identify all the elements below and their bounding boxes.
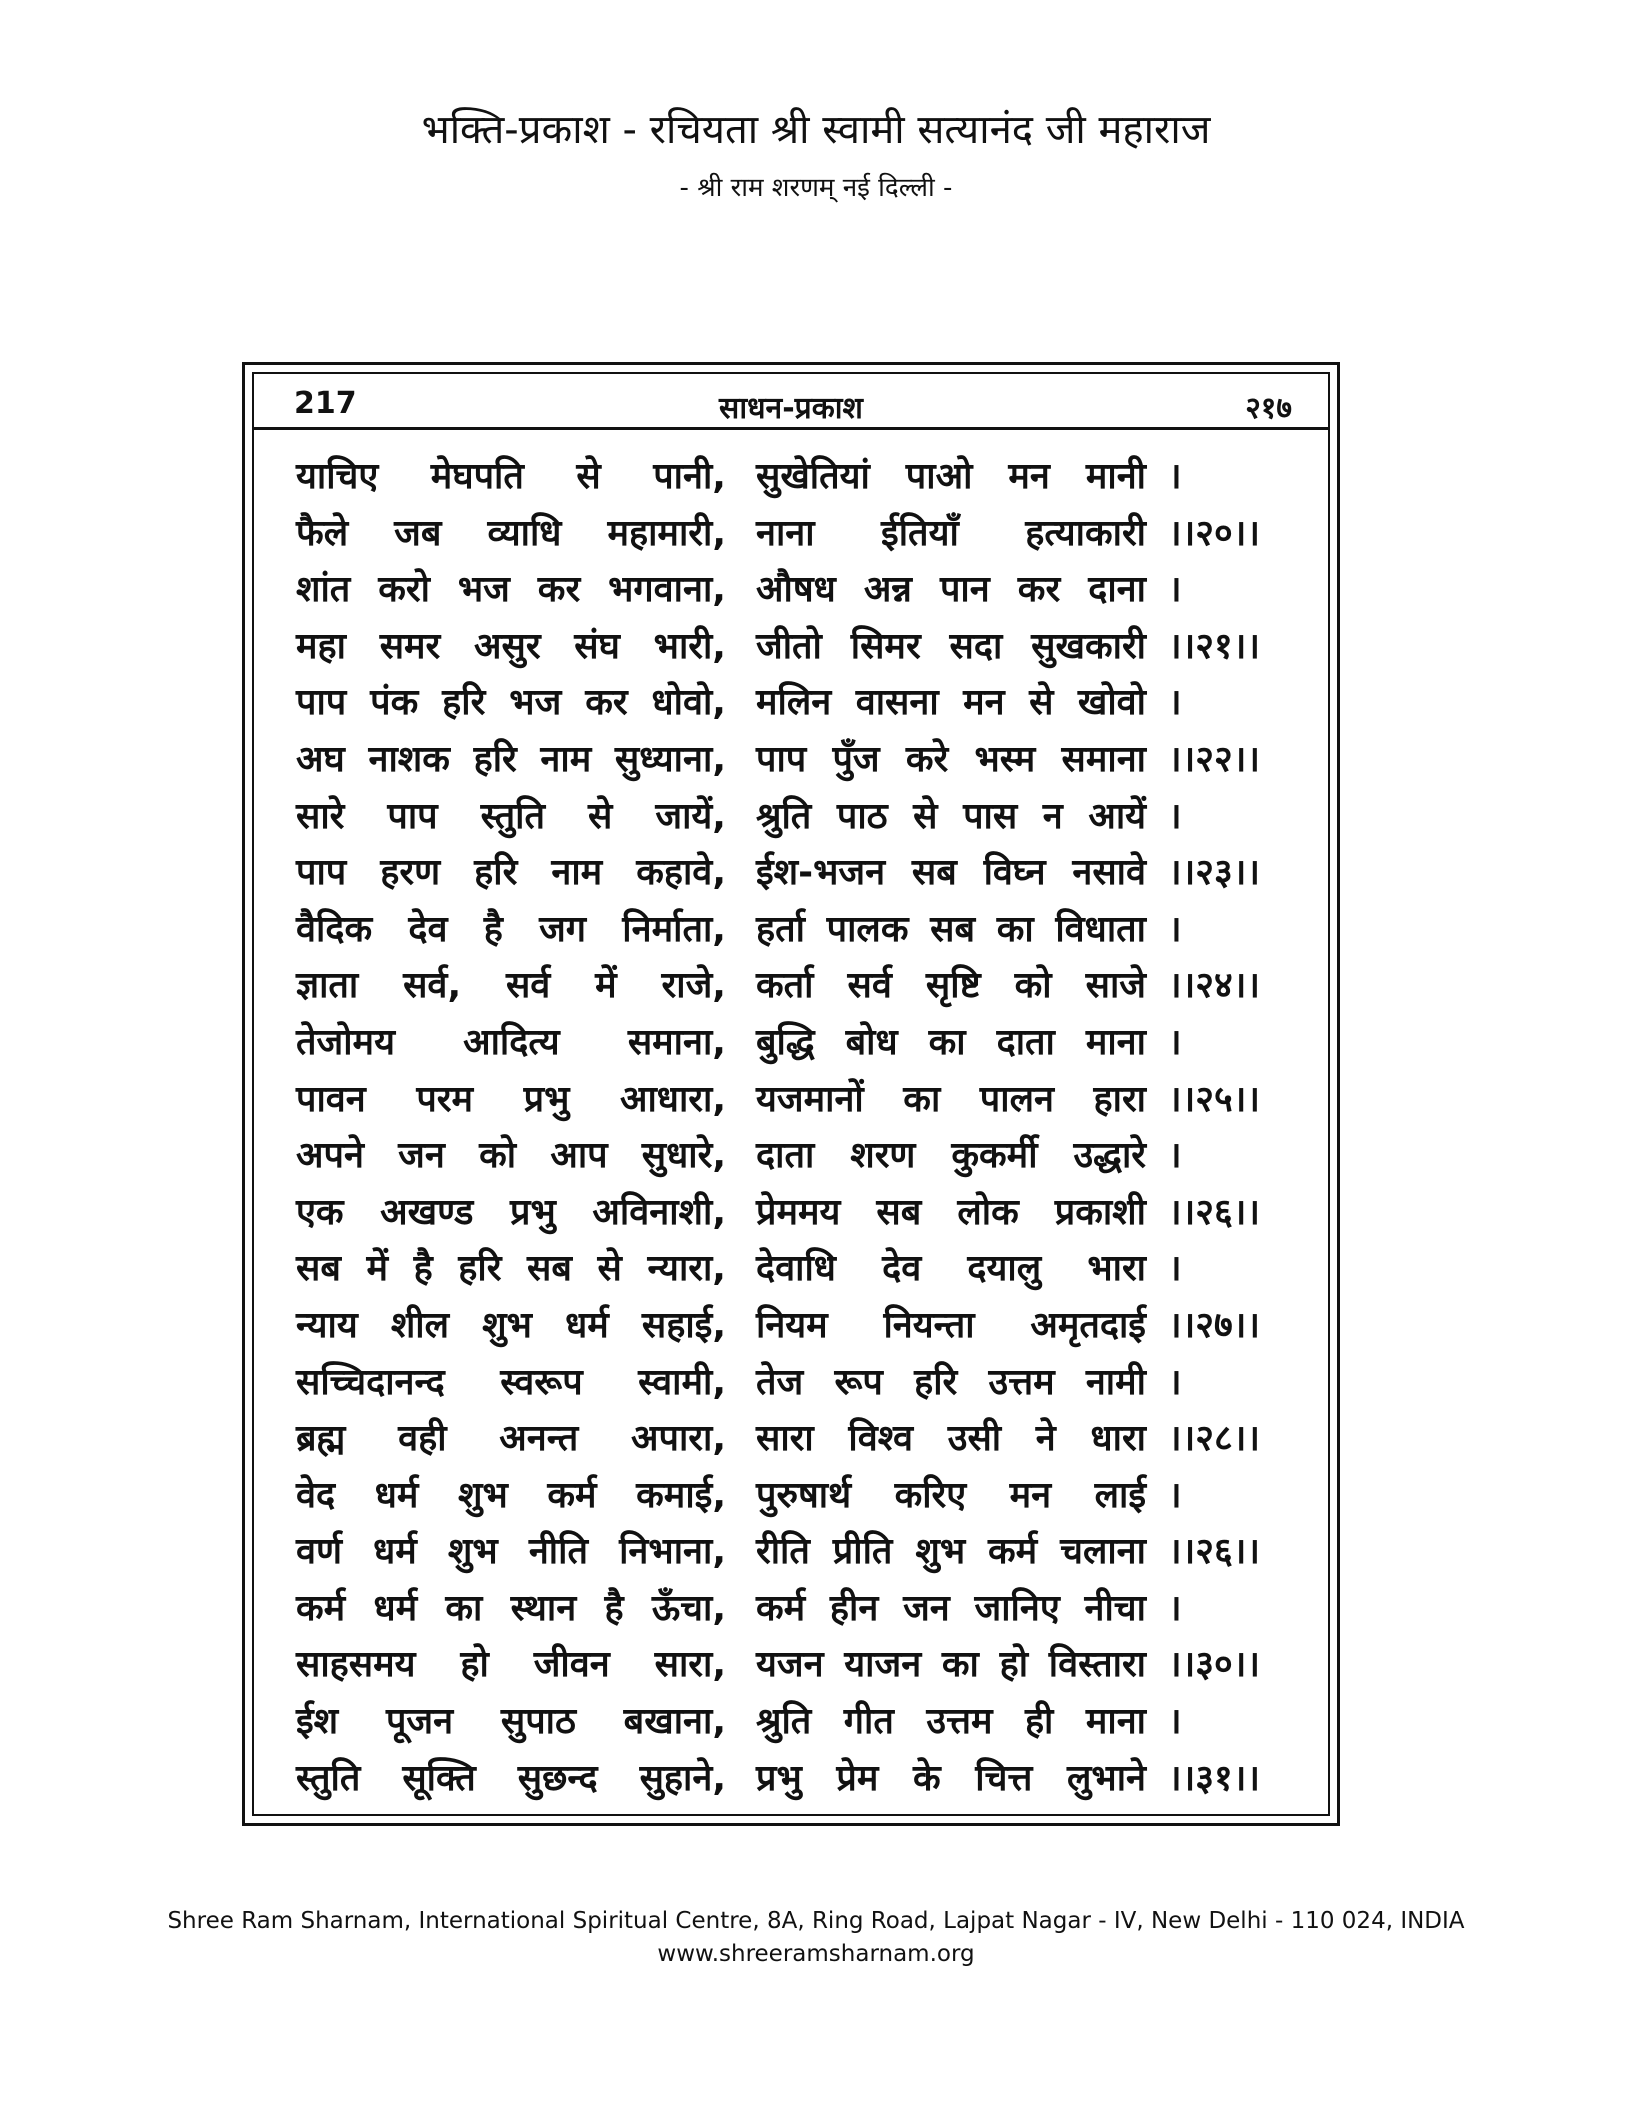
verse-number: । [1168, 1135, 1182, 1177]
verse-number: ।।२८।। [1168, 1418, 1261, 1460]
verse-second-half: श्रुति गीत उत्तम ही माना [756, 1701, 1146, 1743]
verse-second-half: नियम नियन्ता अमृतदाई [756, 1304, 1146, 1346]
verse-second-half: बुद्धि बोध का दाता माना [756, 1021, 1146, 1063]
verse-first-half: अघ नाशक हरि नाम सुध्याना, [296, 738, 726, 780]
verse-first-half: वर्ण धर्म शुभ नीति निभाना, [296, 1531, 726, 1573]
verse-first-half: फैले जब व्याधि महामारी, [296, 512, 726, 554]
verse-line [296, 1408, 1316, 1465]
verse-line [296, 1125, 1316, 1182]
verse-line [296, 1238, 1316, 1295]
verse-number: ।।२२।। [1168, 738, 1261, 780]
verse-number: ।।२५।। [1168, 1078, 1261, 1120]
verse-number: ।।३१।। [1168, 1757, 1261, 1799]
verse-line [296, 729, 1316, 786]
verse-first-half: ईश पूजन सुपाठ बखाना, [296, 1701, 726, 1743]
verse-second-half: औषध अन्न पान कर दाना [756, 569, 1146, 611]
verse-second-half: कर्ता सर्व सृष्टि को साजे [756, 965, 1146, 1007]
verse-line [296, 672, 1316, 729]
verse-number: ।।२४।। [1168, 965, 1261, 1007]
verse-second-half: तेज रूप हरि उत्तम नामी [756, 1361, 1146, 1403]
verse-line [296, 1634, 1316, 1691]
verse-line [296, 1012, 1316, 1069]
document-subtitle: - श्री राम शरणम् नई दिल्ली - [679, 173, 953, 203]
verse-first-half: याचिए मेघपति से पानी, [296, 456, 726, 497]
verse-number: । [1168, 795, 1182, 837]
verse-first-half: अपने जन को आप सुधारे, [296, 1135, 726, 1177]
verse-number: । [1168, 1701, 1182, 1743]
verse-second-half: जीतो सिमर सदा सुखकारी [756, 625, 1146, 667]
verse-second-half: प्रभु प्रेम के चित्त लुभाने [756, 1757, 1146, 1799]
verse-number: ।।२१।। [1168, 625, 1261, 667]
verse-line [296, 1069, 1316, 1126]
verse-first-half: साहसमय हो जीवन सारा, [296, 1644, 726, 1686]
verse-second-half: रीति प्रीति शुभ कर्म चलाना [756, 1531, 1146, 1573]
page-number-devanagari: २१७ [1245, 391, 1292, 426]
section-title: साधन-प्रकाश [719, 391, 863, 426]
verse-first-half: पाप हरण हरि नाम कहावे, [296, 852, 726, 894]
verse-line [296, 1691, 1316, 1748]
verse-line [296, 1521, 1316, 1578]
verse-number: ।।३०।। [1168, 1644, 1261, 1686]
verse-first-half: ज्ञाता सर्व, सर्व में राजे, [296, 965, 726, 1007]
page-number-arabic: 217 [294, 386, 357, 421]
verse-second-half: ईश-भजन सब विघ्न नसावे [756, 852, 1146, 894]
verse-first-half: सारे पाप स्तुति से जायें, [296, 795, 726, 837]
verse-line [296, 1352, 1316, 1409]
verse-first-half: सब में है हरि सब से न्यारा, [296, 1248, 726, 1290]
verse-first-half: एक अखण्ड प्रभु अविनाशी, [296, 1191, 726, 1233]
verse-second-half: कर्म हीन जन जानिए नीचा [756, 1587, 1146, 1629]
verse-first-half: वैदिक देव है जग निर्माता, [296, 908, 726, 950]
verse-line [296, 1295, 1316, 1352]
verse-second-half: यजमानों का पालन हारा [756, 1078, 1146, 1120]
verse-number: । [1168, 1021, 1182, 1063]
verse-number: । [1168, 682, 1182, 724]
verse-line [296, 446, 1316, 503]
verse-second-half: मलिन वासना मन से खोवो [756, 682, 1146, 724]
verse-first-half: न्याय शील शुभ धर्म सहाई, [296, 1304, 726, 1346]
footer-website: www.shreeramsharnam.org [657, 1941, 975, 1967]
verse-number: । [1168, 1248, 1182, 1290]
verse-number: ।।२६।। [1168, 1531, 1261, 1573]
verse-first-half: महा समर असुर संघ भारी, [296, 625, 726, 667]
verse-line [296, 1748, 1316, 1805]
verse-second-half: श्रुति पाठ से पास न आयें [756, 795, 1146, 837]
verse-second-half: हर्ता पालक सब का विधाता [756, 908, 1146, 950]
verse-number: । [1168, 908, 1182, 950]
document-title: भक्ति-प्रकाश - रचियता श्री स्वामी सत्यानंद जी महाराज [421, 107, 1211, 153]
verse-second-half: प्रेममय सब लोक प्रकाशी [756, 1191, 1146, 1233]
verse-number: । [1168, 1361, 1182, 1403]
verse-number: ।।२०।। [1168, 512, 1261, 554]
verse-line [296, 616, 1316, 673]
verse-line [296, 899, 1316, 956]
footer-address: Shree Ram Sharnam, International Spiritual Centre, 8A, Ring Road, Lajpat Nagar - IV, New Delhi - 110 024, INDIA [167, 1908, 1465, 1934]
verse-number: ।।२६।। [1168, 1191, 1261, 1233]
verse-second-half: दाता शरण कुकर्मी उद्धारे [756, 1135, 1146, 1177]
verse-first-half: पावन परम प्रभु आधारा, [296, 1078, 726, 1120]
verse-line [296, 559, 1316, 616]
verse-list [296, 446, 1316, 1804]
verse-line [296, 1465, 1316, 1522]
verse-line [296, 1182, 1316, 1239]
verse-second-half: यजन याजन का हो विस्तारा [756, 1644, 1146, 1686]
verse-number: । [1168, 1587, 1182, 1629]
verse-second-half: पाप पुँज करे भस्म समाना [756, 738, 1146, 780]
verse-line [296, 955, 1316, 1012]
verse-line [296, 1578, 1316, 1635]
verse-second-half: सारा विश्व उसी ने धारा [756, 1418, 1146, 1460]
running-head [254, 374, 1328, 430]
verse-line [296, 842, 1316, 899]
verse-second-half: देवाधि देव दयालु भारा [756, 1248, 1146, 1290]
verse-first-half: स्तुति सूक्ति सुछन्द सुहाने, [296, 1757, 726, 1799]
verse-second-half: पुरुषार्थ करिए मन लाई [756, 1474, 1146, 1516]
verse-second-half: नाना ईतियाँ हत्याकारी [756, 512, 1146, 554]
verse-line [296, 786, 1316, 843]
verse-number: । [1168, 456, 1182, 497]
verse-number: ।।२३।। [1168, 852, 1261, 894]
verse-first-half: तेजोमय आदित्य समाना, [296, 1021, 726, 1063]
verse-first-half: पाप पंक हरि भज कर धोवो, [296, 682, 726, 724]
verse-first-half: शांत करो भज कर भगवाना, [296, 569, 726, 611]
verse-first-half: वेद धर्म शुभ कर्म कमाई, [296, 1474, 726, 1516]
verse-second-half: सुखेतियां पाओ मन मानी [756, 456, 1146, 497]
verse-number: । [1168, 569, 1182, 611]
verse-first-half: सच्चिदानन्द स्वरूप स्वामी, [296, 1361, 726, 1403]
verse-first-half: कर्म धर्म का स्थान है ऊँचा, [296, 1587, 726, 1629]
verse-number: ।।२७।। [1168, 1304, 1261, 1346]
verse-first-half: ब्रह्म वही अनन्त अपारा, [296, 1418, 726, 1460]
verse-number: । [1168, 1474, 1182, 1516]
verse-line [296, 503, 1316, 560]
